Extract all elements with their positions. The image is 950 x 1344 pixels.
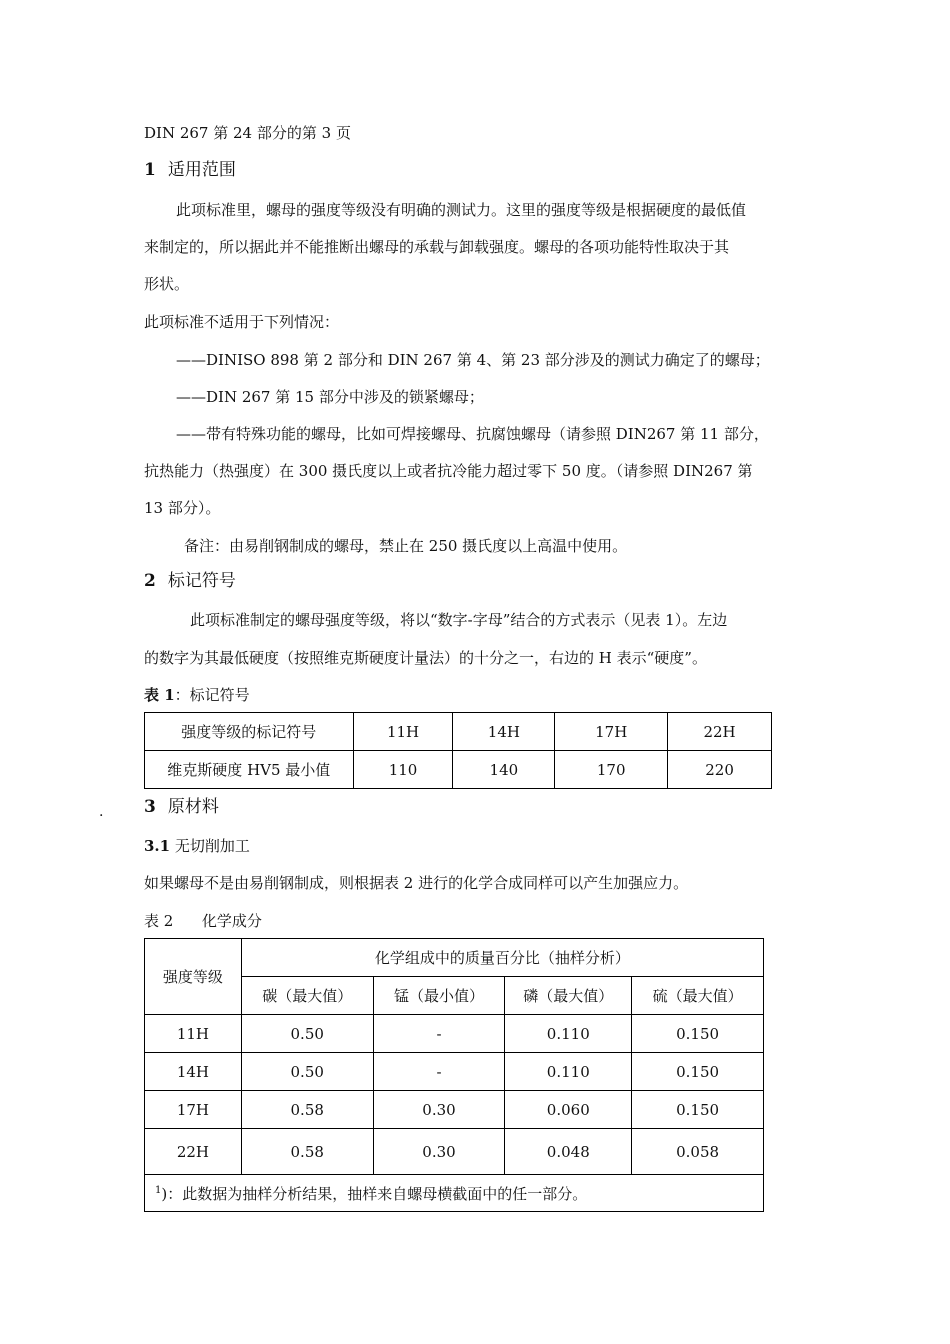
section-2-heading [144,571,236,591]
s1-paragraph-line: 此项标准里，螺母的强度等级没有明确的测试力。这里的强度等级是根据硬度的最低值 [176,201,747,219]
section-1-title: 适用范围 [167,160,236,180]
table-header-cell: 磷（最大值） [505,977,632,1015]
table-cell: - [373,1053,505,1091]
table-cell: 强度等级的标记符号 [145,713,354,751]
table-header-grade: 强度等级 [145,939,242,1015]
table-cell: 14H [453,713,555,751]
table-cell: 0.50 [241,1015,373,1053]
s1-list-item: ——DIN 267 第 15 部分中涉及的锁紧螺母； [176,388,484,406]
s3-paragraph: 如果螺母不是由易削钢制成，则根据表 2 进行的化学合成同样可以产生加强应力。 [144,874,689,892]
table-cell: 0.060 [505,1091,632,1129]
footnote-text: )：此数据为抽样分析结果，抽样来自螺母横截面中的任一部分。 [161,1184,588,1203]
table-cell: 22H [668,713,772,751]
section-3-heading [144,797,219,817]
table-cell: - [373,1015,505,1053]
table-cell: 0.150 [632,1091,764,1129]
table-header-cell: 锰（最小值） [373,977,505,1015]
table-row [145,1129,764,1175]
subsection-3-1-title: 无切削加工 [170,837,250,855]
s1-exclusions-intro: 此项标准不适用于下列情况： [144,313,340,331]
section-1-heading [144,160,236,180]
table-cell: 110 [353,751,453,789]
section-1-number: 1 [144,160,156,180]
s1-paragraph-line: 形状。 [144,275,190,293]
s1-note: 备注：由易削钢制成的螺母，禁止在 250 摄氏度以上高温中使用。 [184,537,628,555]
table-cell: 14H [145,1053,242,1091]
table-cell: 11H [145,1015,242,1053]
table-cell: 维克斯硬度 HV5 最小值 [145,751,354,789]
table-header-row [145,939,764,977]
table-cell: 0.30 [373,1129,505,1175]
table-1-marking-symbols [144,712,772,789]
table-cell: 17H [555,713,668,751]
section-2-title: 标记符号 [167,571,236,591]
table-cell: 0.58 [241,1129,373,1175]
s2-paragraph-line: 的数字为其最低硬度（按照维克斯硬度计量法）的十分之一，右边的 H 表示“硬度”。 [144,649,707,667]
table-1-caption [144,685,250,705]
table-cell: 0.30 [373,1091,505,1129]
table-cell: 0.058 [632,1129,764,1175]
section-3-title: 原材料 [167,797,219,817]
table-cell: 0.110 [505,1053,632,1091]
table-header-cell: 碳（最大值） [241,977,373,1015]
s1-list-item: ——带有特殊功能的螺母，比如可焊接螺母、抗腐蚀螺母（请参照 DIN267 第 11 部分， [176,425,769,443]
s1-paragraph-line: 来制定的，所以据此并不能推断出螺母的承载与卸载强度。螺母的各项功能特性取决于其 [144,238,730,256]
page-header: DIN 267 第 24 部分的第 3 页 [144,124,351,142]
table-cell: 0.50 [241,1053,373,1091]
section-3-number: 3 [144,797,156,817]
table-header-group: 化学组成中的质量百分比（抽样分析） [241,939,763,977]
table-cell: 140 [453,751,555,789]
footnote-mark: 1 [155,1184,162,1196]
table-cell: 170 [555,751,668,789]
table-cell: 0.048 [505,1129,632,1175]
stray-mark: . [99,804,104,820]
table-header-cell: 硫（最大值） [632,977,764,1015]
section-2-number: 2 [144,571,156,591]
table-1-caption-label: 表 1 [144,686,175,704]
table-cell: 22H [145,1129,242,1175]
table-row [145,1015,764,1053]
table-footnote-row [145,1175,764,1212]
table-row [145,1053,764,1091]
table-cell: 220 [668,751,772,789]
table-1-caption-text: ：标记符号 [174,686,250,704]
table-cell: 17H [145,1091,242,1129]
table-cell: 0.150 [632,1015,764,1053]
table-row [145,1091,764,1129]
table-row [145,751,772,789]
table-footnote [145,1175,764,1212]
table-cell: 0.110 [505,1015,632,1053]
table-cell: 0.58 [241,1091,373,1129]
s1-list-item-cont: 13 部分）。 [144,499,221,517]
s2-paragraph-line: 此项标准制定的螺母强度等级，将以“数字-字母”结合的方式表示（见表 1）。左边 [190,611,728,629]
table-2-chemical-composition [144,938,764,1212]
table-2-caption: 表 2 化学成分 [144,912,262,930]
table-cell: 0.150 [632,1053,764,1091]
s1-list-item: ——DINISO 898 第 2 部分和 DIN 267 第 4、第 23 部分涉及的测试力确定了的螺母； [176,351,770,369]
subsection-3-1-number: 3.1 [144,837,171,855]
table-row [145,713,772,751]
subsection-3-1-heading [144,836,250,856]
table-cell: 11H [353,713,453,751]
s1-list-item-cont: 抗热能力（热强度）在 300 摄氏度以上或者抗冷能力超过零下 50 度。（请参照 DIN267 第 [144,462,753,480]
